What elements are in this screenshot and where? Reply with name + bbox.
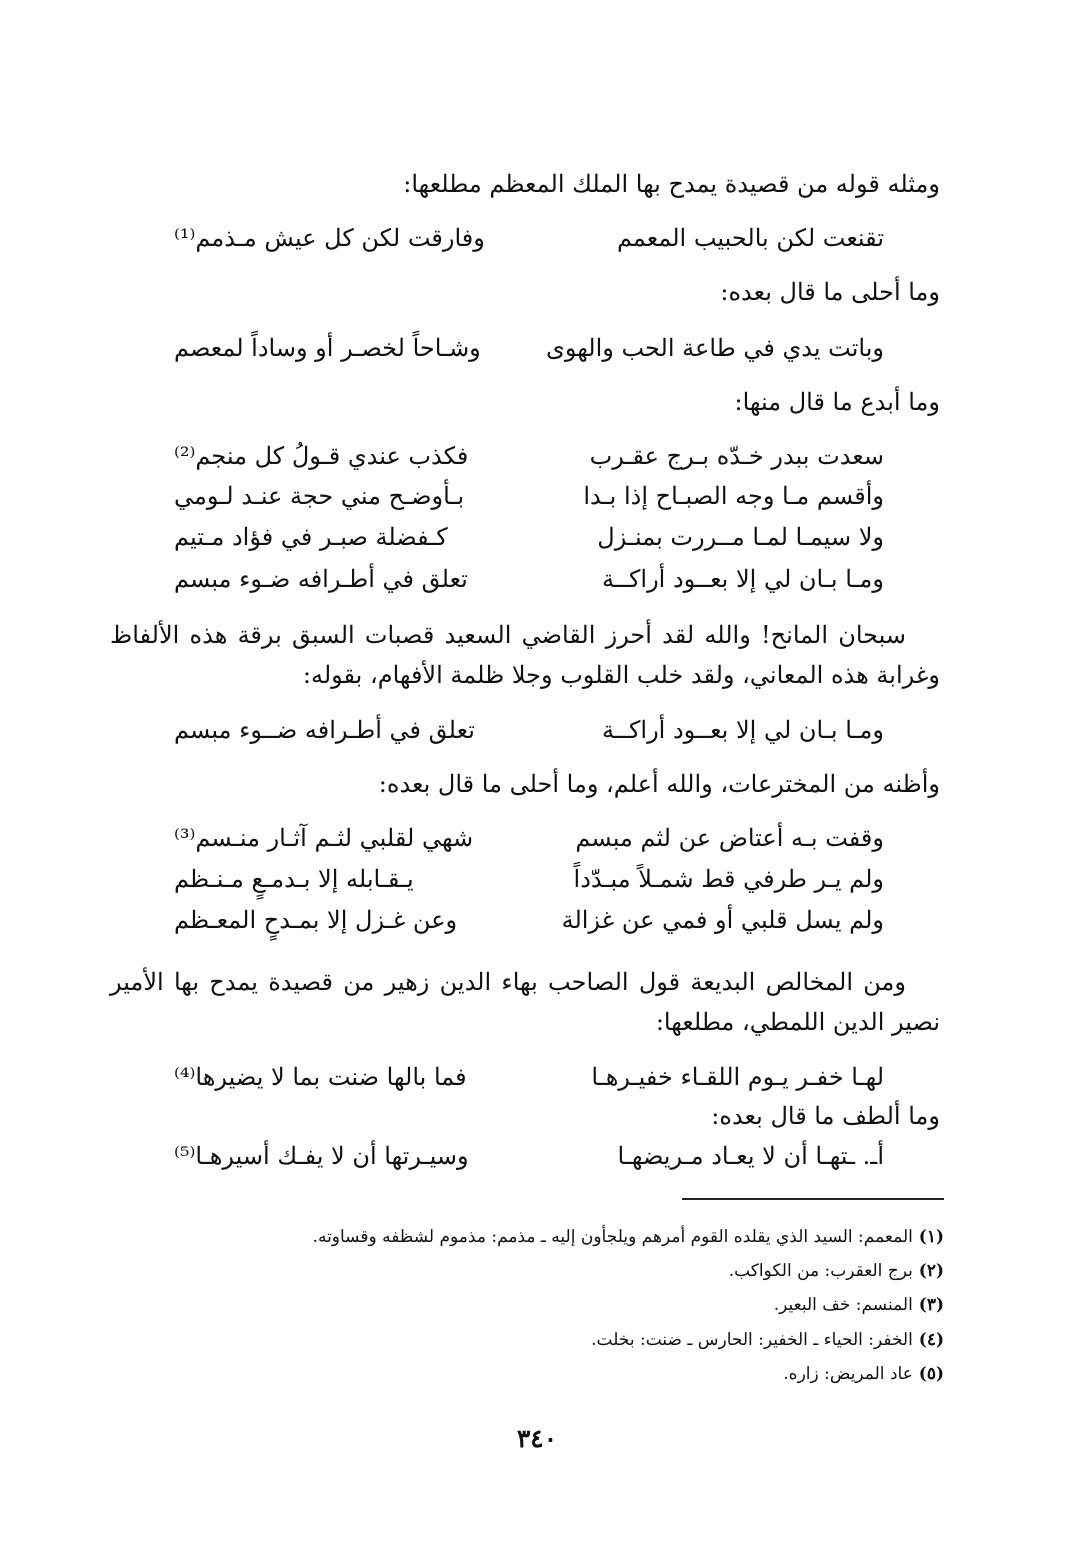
verse-first-hemistich: ولم يسل قلبي أو فمي عن غزالة xyxy=(561,906,884,934)
verse-line xyxy=(174,1136,884,1176)
verse-line xyxy=(174,476,884,516)
footnote-text: المنسم: خف البعير. xyxy=(773,1295,913,1315)
footnote-text: المعمم: السيد الذي يقلده القوم أمرهم ويلجأون إليه ـ مذمم: مذموم لشظفه وقساوته. xyxy=(312,1227,913,1247)
verse-second-hemistich: فما بالها ضنت بما لا يضيرها⁽⁴⁾ xyxy=(174,1063,467,1091)
verse-line xyxy=(174,436,884,476)
verse-first-hemistich: ومـا بـان لي إلا بعــود أراكــة xyxy=(602,565,884,593)
footnote xyxy=(110,1293,944,1317)
verse-first-hemistich: تقنعت لكن بالحبيب المعمم xyxy=(616,224,884,252)
verse-second-hemistich: وعن غـزل إلا بمـدحٍ المعـظم xyxy=(174,906,458,934)
footnote xyxy=(110,1328,944,1352)
footnote xyxy=(110,1225,944,1249)
verse-first-hemistich: ولم يـر طرفي قط شمـلاً مبـدّداً xyxy=(573,865,884,893)
intro-line: وما أحلى ما قال بعده: xyxy=(720,278,940,306)
verse-line xyxy=(174,900,884,940)
verse-second-hemistich: يـقـابله إلا بـدمـعٍ مـنـظم xyxy=(174,865,414,893)
footnote-number: (٥) xyxy=(918,1364,944,1384)
prose-paragraph: ومن المخالص البديعة قول الصاحب بهاء الدين زهير من قصيدة يمدح بها الأمير نصير الدين اللمطي، مطلعها: xyxy=(110,968,940,1036)
footnote xyxy=(110,1259,944,1283)
verse-first-hemistich: سعدت ببدر خـدّه بـرج عقـرب xyxy=(589,442,884,470)
verse-first-hemistich: لهـا خفـر يـوم اللقـاء خفيـرهـا xyxy=(591,1063,884,1091)
verse-line xyxy=(174,517,884,557)
verse-second-hemistich: فكذب عندي قـولُ كل منجم⁽²⁾ xyxy=(174,442,469,470)
footnote-text: الخفر: الحياء ـ الخفير: الحارس ـ ضنت: بخلت. xyxy=(591,1330,913,1350)
footnote-separator xyxy=(682,1198,944,1200)
prose-paragraph: سبحان المانح! والله لقد أحرز القاضي السعيد قصبات السبق برقة هذه الألفاظ وغرابة هذه المعاني، ولقد خلب القلوب وجلا ظلمة الأفهام، بقوله: xyxy=(110,621,940,689)
verse-first-hemistich: وقفت بـه أعتاض عن لثم مبسم xyxy=(575,824,884,852)
footnote-text: عاد المريض: زاره. xyxy=(783,1364,913,1384)
verse-second-hemistich: وسيـرتها أن لا يفـك أسيرهـا⁽⁵⁾ xyxy=(174,1142,469,1170)
verse-line xyxy=(174,818,884,858)
footnote-number: (١) xyxy=(918,1227,944,1247)
verse-second-hemistich: تعلق في أطـرافه ضــوء مبسم xyxy=(174,716,475,744)
footnote-number: (٢) xyxy=(918,1261,944,1281)
verse-first-hemistich: ولا سيمـا لمـا مــررت بمنـزل xyxy=(597,523,884,551)
verse-second-hemistich: شهي لقلبي لثـم آثـار منـسم⁽³⁾ xyxy=(174,824,474,852)
verse-line xyxy=(174,328,884,368)
verse-second-hemistich: وشـاحاً لخصـر أو وساداً لمعصم xyxy=(174,334,481,362)
verse-first-hemistich: أـ. ـتهـا أن لا يعـاد مـريضهـا xyxy=(617,1142,884,1170)
verse-line xyxy=(174,859,884,899)
verse-second-hemistich: كـفضلة صبـر في فؤاد مـتيم xyxy=(174,523,448,551)
intro-line: وما ألطف ما قال بعده: xyxy=(711,1102,940,1130)
footnote-number: (٣) xyxy=(918,1295,944,1315)
verse-first-hemistich: وباتت يدي في طاعة الحب والهوى xyxy=(546,334,884,362)
page-number: ٣٤٠ xyxy=(516,1424,558,1453)
verse-second-hemistich: بـأوضـح مني حجة عنـد لـومي xyxy=(174,482,465,510)
footnote xyxy=(110,1362,944,1386)
verse-line xyxy=(174,559,884,599)
verse-line xyxy=(174,1057,884,1097)
verse-first-hemistich: وأقسم مـا وجه الصبـاح إذا بـدا xyxy=(583,482,884,510)
footnote-text: برج العقرب: من الكواكب. xyxy=(728,1261,913,1281)
verse-second-hemistich: تعلق في أطـرافه ضـوء مبسم xyxy=(174,565,468,593)
intro-line: ومثله قوله من قصيدة يمدح بها الملك المعظم مطلعها: xyxy=(403,170,940,198)
verse-line xyxy=(174,218,884,258)
verse-line xyxy=(174,710,884,750)
footnote-number: (٤) xyxy=(918,1330,944,1350)
intro-line: وما أبدع ما قال منها: xyxy=(734,388,940,416)
verse-first-hemistich: ومـا بـان لي إلا بعــود أراكــة xyxy=(602,716,884,744)
verse-second-hemistich: وفارقت لكن كل عيش مـذمم⁽¹⁾ xyxy=(174,224,485,252)
intro-line: وأظنه من المخترعات، والله أعلم، وما أحلى ما قال بعده: xyxy=(378,770,940,798)
